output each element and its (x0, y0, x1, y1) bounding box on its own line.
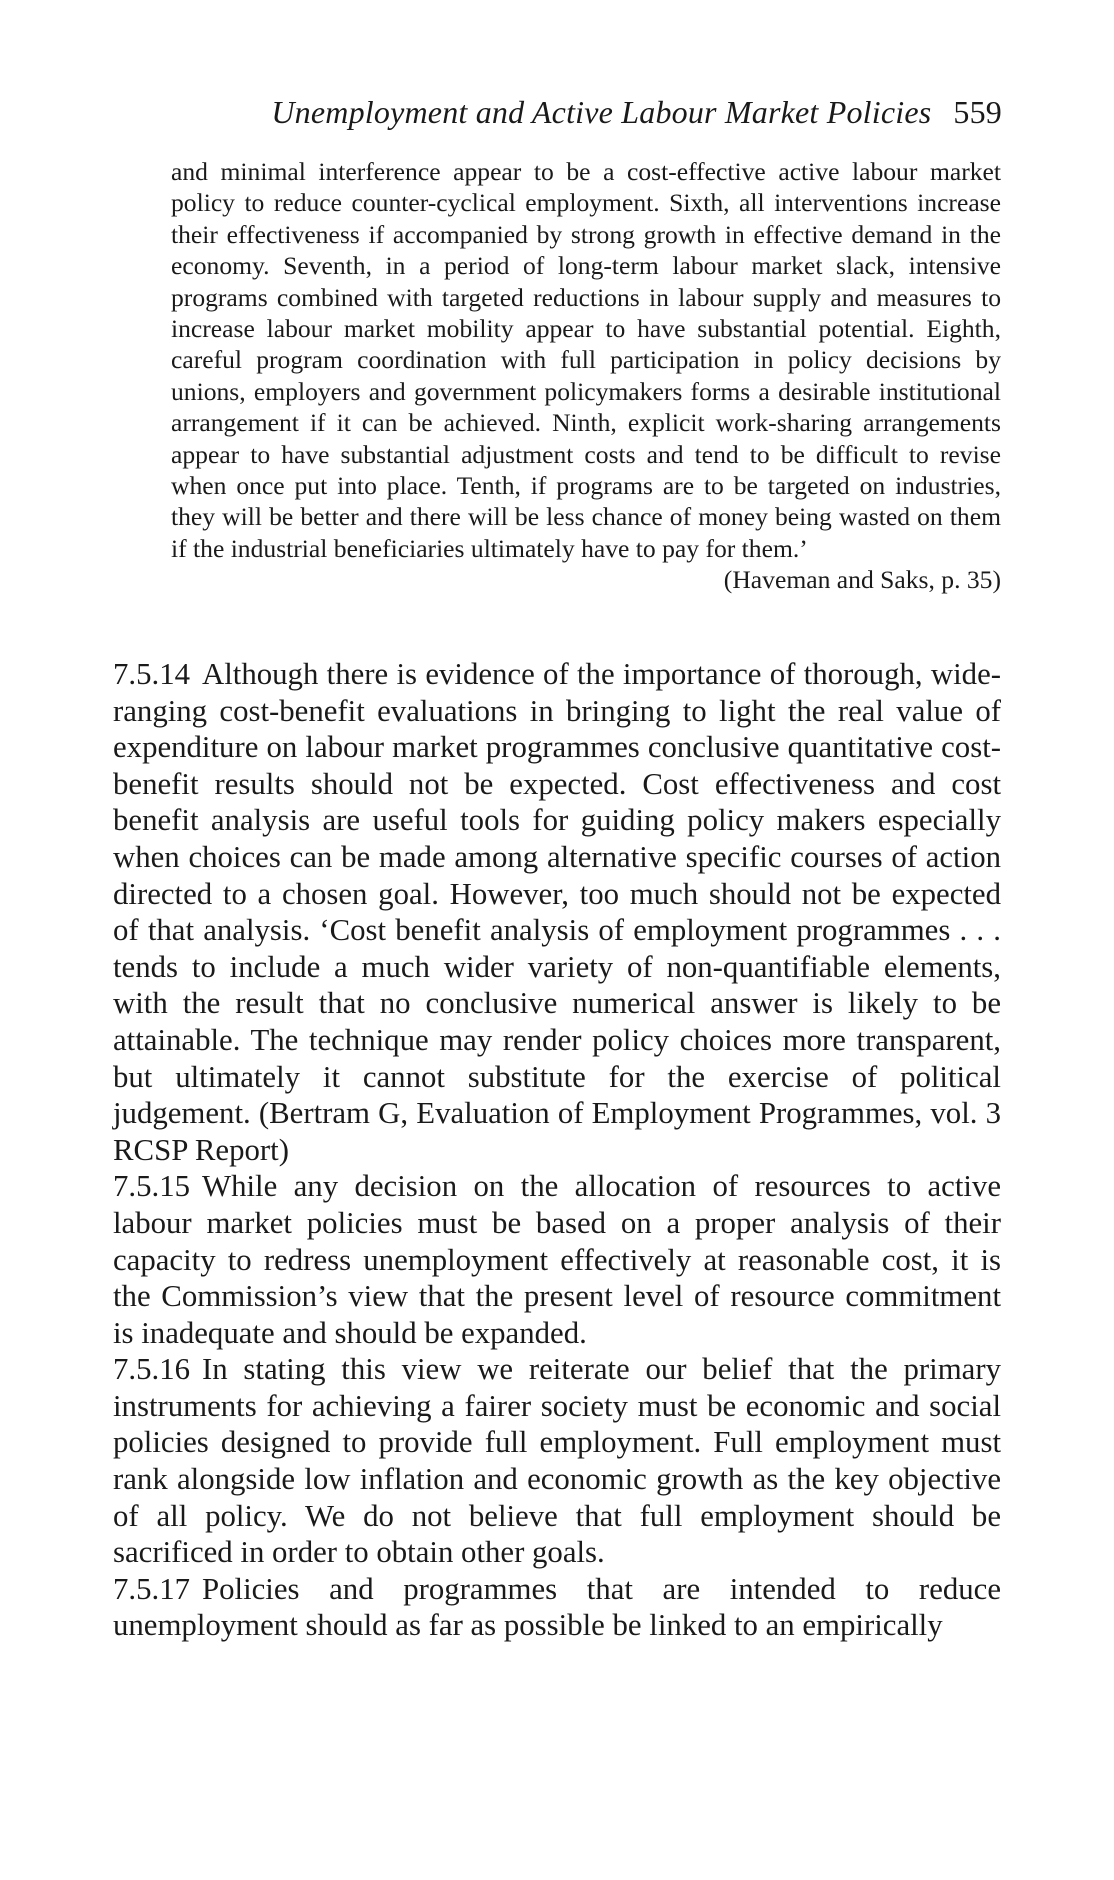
paragraph-7-5-14 (113, 656, 1001, 1168)
body-text (113, 656, 1001, 1644)
page-number: 559 (953, 94, 1002, 130)
paragraph-number: 7.5.16 (113, 1352, 190, 1387)
quote-citation: (Haveman and Saks, p. 35) (723, 565, 1001, 595)
quote-text: and minimal interference appear to be a cost-effective active labour market policy to reduce counter-cyclical employment. Sixth, all interventions increase their effectiveness if accompanied by strong growth in effective demand in the economy. Seventh, in a period of long-term labour market slack, intensive programs combined with targeted reductions in labour supply and measures to increase labour market mobility appear to have substantial potential. Eighth, careful program coordination with full participation in policy decisions by unions, employers and government policymakers forms a desirable institutional arrangement if it can be achieved. Ninth, explicit work-sharing arrangements appear to have substantial adjustment costs and tend to be difficult to revise when once put into place. Tenth, if programs are to be targeted on industries, they will be better and there will be less chance of money being wasted on them if the industrial beneficiaries ultimately have to pay for them.’ (171, 157, 1001, 563)
paragraph-text: While any decision on the allocation of resources to active labour market policies must be based on a proper analysis of their capacity to redress unemployment effectively at reasonable cost, it is the Commission’s view that the present level of resource commitment is inadequate and should be expanded. (113, 1169, 1001, 1350)
paragraph-text: Policies and programmes that are intended to reduce unemployment should as far as possible be linked to an empirically (113, 1571, 1001, 1643)
paragraph-number: 7.5.17 (113, 1571, 190, 1606)
paragraph-number: 7.5.15 (113, 1169, 190, 1204)
paragraph-number: 7.5.14 (113, 657, 190, 691)
block-quote (171, 156, 1001, 596)
running-header (0, 92, 1002, 132)
paragraph-text: Although there is evidence of the importance of thorough, wide-ranging cost-benefit evaluations in bringing to light the real value of expenditure on labour market programmes conclusive quantitative cost-benefit results should not be expected. Cost effectiveness and cost benefit analysis are useful tools for guiding policy makers especially when choices can be made among alternative specific courses of action directed to a chosen goal. However, too much should not be expected of that analysis. ‘Cost benefit analysis of employment programmes . . . tends to include a much wider variety of non-quantifiable elements, with the result that no conclusive numerical answer is likely to be attainable. The technique may render policy choices more transparent, but ultimately it cannot substitute for the exercise of political judgement. (Bertram G, Evaluation of Employment Programmes, vol. 3 RCSP Report) (113, 657, 1001, 1167)
paragraph-7-5-16 (113, 1351, 1001, 1571)
paragraph-text: In stating this view we reiterate our belief that the primary instruments for achieving a fairer society must be economic and social policies designed to provide full employment. Full employment must rank alongside low inflation and economic growth as the key objective of all policy. We do not believe that full employment should be sacrificed in order to obtain other goals. (113, 1352, 1001, 1570)
running-header-title: Unemployment and Active Labour Market Policies (271, 94, 932, 130)
paragraph-7-5-17 (113, 1571, 1001, 1644)
paragraph-7-5-15 (113, 1168, 1001, 1351)
